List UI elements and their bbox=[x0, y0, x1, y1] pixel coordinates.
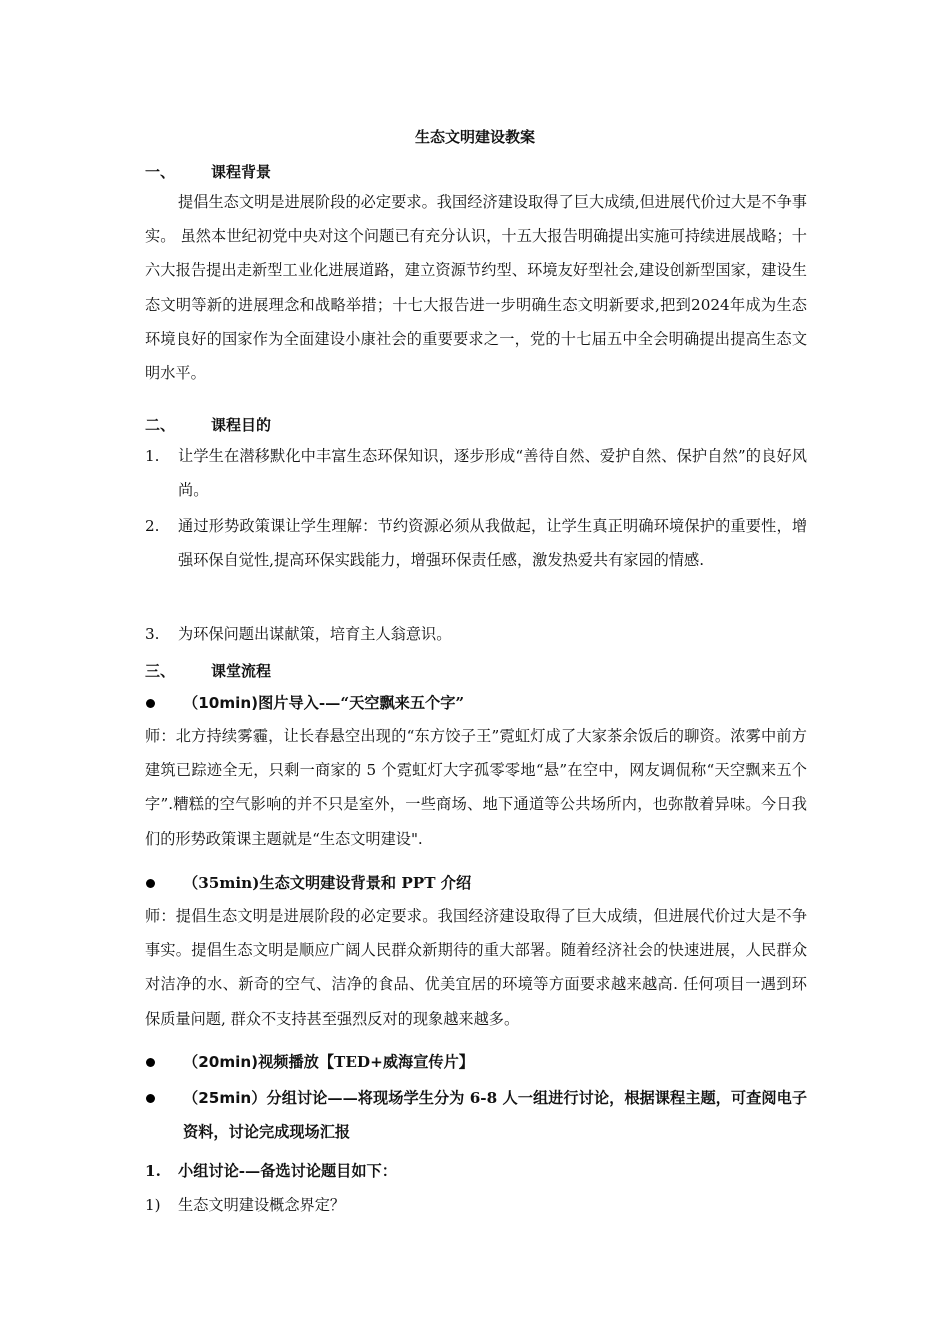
step-text: 分组讨论——将现场学生分为 6-8 人一组进行讨论，根据课程主题，可查阅电子资料，讨论完成现场汇报 bbox=[183, 1089, 808, 1142]
bullet-step-4 bbox=[145, 1081, 807, 1150]
item-number: 3. bbox=[145, 625, 160, 643]
item-text: 让学生在潜移默化中丰富生态环保知识，逐步形成“善待自然、爱护自然、保护自然”的良好风尚。 bbox=[178, 447, 807, 500]
item-text: 为环保问题出谋献策，培育主人翁意识。 bbox=[178, 625, 452, 643]
bullet-step-3 bbox=[145, 1045, 807, 1079]
item-number: 1. bbox=[145, 1162, 161, 1180]
purpose-item-2 bbox=[145, 509, 807, 578]
purpose-item-3 bbox=[145, 617, 807, 651]
discussion-topic-1 bbox=[145, 1188, 807, 1222]
item-number: 2. bbox=[145, 517, 160, 535]
section-title: 课程目的 bbox=[211, 416, 272, 434]
section-title: 课堂流程 bbox=[211, 662, 272, 680]
item-text: 小组讨论-—备选讨论题目如下： bbox=[178, 1162, 397, 1180]
purpose-item-1 bbox=[145, 439, 807, 508]
item-text: 通过形势政策课让学生理解：节约资源必须从我做起，让学生真正明确环境保护的重要性，增强环保自觉性,提高环保实践能力，增强环保责任感，激发热爱共有家园的情感. bbox=[178, 517, 807, 570]
section-number: 三、 bbox=[145, 662, 176, 680]
item-number: 1) bbox=[145, 1196, 161, 1214]
section-number: 二、 bbox=[145, 416, 176, 434]
item-number: 1. bbox=[145, 447, 160, 465]
section-number: 一、 bbox=[145, 163, 176, 181]
bullet-icon bbox=[146, 1094, 155, 1103]
section-title: 课程背景 bbox=[211, 163, 272, 181]
document-title: 生态文明建设教案 bbox=[414, 128, 535, 146]
step-time: （35min) bbox=[183, 874, 260, 892]
step-time: （20min) bbox=[183, 1053, 259, 1071]
bullet-icon bbox=[146, 1058, 155, 1067]
bullet-icon bbox=[146, 699, 155, 708]
discussion-subheading bbox=[145, 1154, 807, 1188]
bullet-step-2 bbox=[145, 866, 807, 900]
section-heading-background bbox=[145, 161, 271, 182]
section-heading-purpose bbox=[145, 414, 271, 435]
section-heading-process bbox=[145, 660, 271, 681]
step-text: 视频播放【TED+威海宣传片】 bbox=[258, 1053, 474, 1071]
step-time: （10min) bbox=[183, 694, 259, 712]
bullet-icon bbox=[146, 879, 155, 888]
step-time: （25min） bbox=[183, 1089, 267, 1107]
item-text: 生态文明建设概念界定？ bbox=[178, 1196, 346, 1214]
intro-paragraph: 师：北方持续雾霾，让长春悬空出现的“东方饺子王”霓虹灯成了大家茶余饭后的聊资。浓雾中前方建筑已踪迹全无，只剩一商家的 5 个霓虹灯大字孤零零地“悬”在空中，网友调侃称“天空飘来五个字”.糟糕的空气影响的并不只是室外，一些商场、地下通道等公共场所内，也弥散着异味。今日我们的形势政策课主题就是“生态文明建设". bbox=[145, 727, 807, 848]
bullet-step-1 bbox=[145, 686, 807, 720]
step-text: 生态文明建设背景和 PPT 介绍 bbox=[259, 874, 472, 892]
background-intro-paragraph: 师：提倡生态文明是进展阶段的必定要求。我国经济建设取得了巨大成绩，但进展代价过大是不争事实。提倡生态文明是顺应广阔人民群众新期待的重大部署。随着经济社会的快速进展，人民群众对洁净的水、新奇的空气、洁净的食品、优美宜居的环境等方面要求越来越高. 任何项目一遇到环保质量问题, 群众不支持甚至强烈反对的现象越来越多。 bbox=[145, 907, 807, 1028]
step-text: 图片导入-—“天空飘来五个字” bbox=[258, 694, 465, 712]
background-paragraph: 提倡生态文明是进展阶段的必定要求。我国经济建设取得了巨大成绩,但进展代价过大是不争事实。 虽然本世纪初党中央对这个问题已有充分认识，十五大报告明确提出实施可持续进展战略；十六大报告提出走新型工业化进展道路，建立资源节约型、环境友好型社会,建设创新型国家，建设生态文明等新的进展理念和战略举措；十七大报告进一步明确生态文明新要求,把到2024年成为生态环境良好的国家作为全面建设小康社会的重要要求之一，党的十七届五中全会明确提出提高生态文明水平。 bbox=[145, 193, 807, 383]
